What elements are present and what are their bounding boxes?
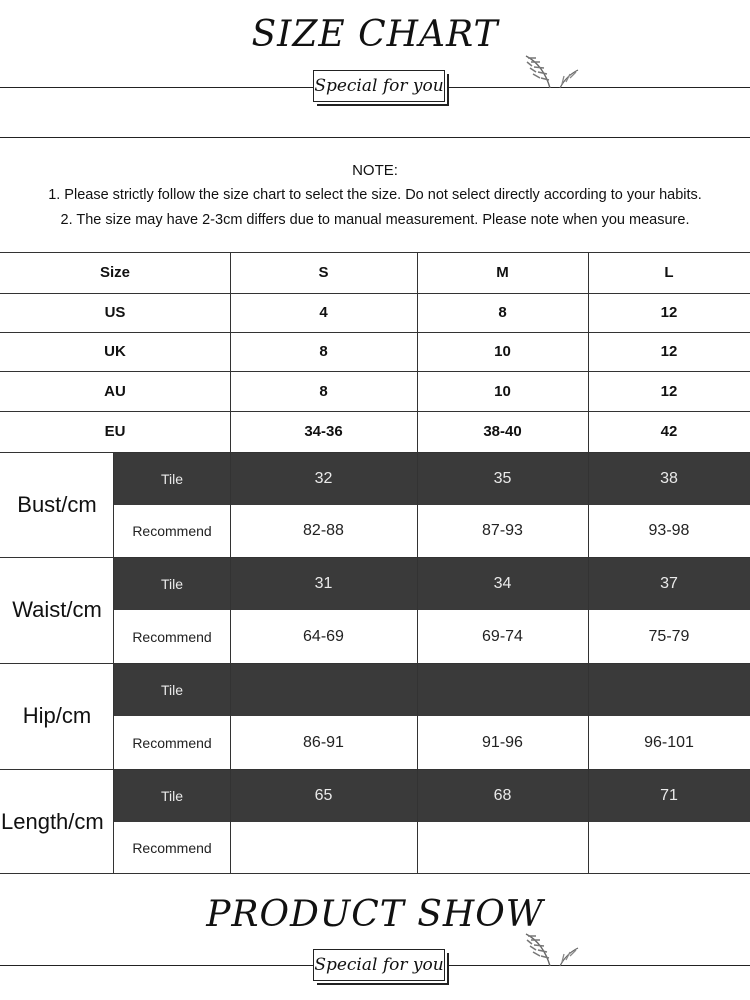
tile-label: Tile bbox=[114, 452, 230, 505]
table-cell bbox=[588, 663, 750, 716]
table-cell bbox=[230, 663, 417, 716]
note-line-1: 1. Please strictly follow the size chart to select the size. Do not select directly according to your habits. bbox=[48, 187, 702, 203]
table-cell: 35 bbox=[417, 452, 588, 505]
special-for-you-tag: Special for you bbox=[313, 70, 445, 102]
table-cell: 10 bbox=[494, 343, 511, 360]
table-cell bbox=[417, 822, 588, 874]
note-heading: NOTE: bbox=[352, 162, 398, 179]
table-cell: 82-88 bbox=[230, 505, 417, 557]
feather-icon bbox=[520, 930, 580, 970]
size-chart-title: SIZE CHART bbox=[251, 14, 499, 55]
table-cell: 64-69 bbox=[230, 610, 417, 663]
recommend-label: Recommend bbox=[114, 505, 230, 557]
table-border bbox=[0, 293, 750, 294]
tile-label: Tile bbox=[114, 769, 230, 822]
table-cell: 68 bbox=[417, 769, 588, 822]
section-divider bbox=[0, 137, 750, 138]
table-cell: 34-36 bbox=[304, 423, 343, 440]
table-cell: 75-79 bbox=[588, 610, 750, 663]
table-border bbox=[588, 452, 589, 874]
feather-icon bbox=[520, 52, 580, 92]
table-cell: 93-98 bbox=[588, 505, 750, 557]
table-cell: 8 bbox=[498, 304, 507, 321]
table-cell: 10 bbox=[494, 382, 511, 400]
table-cell: 69-74 bbox=[417, 610, 588, 663]
table-border bbox=[113, 452, 114, 874]
table-cell: 38 bbox=[588, 452, 750, 505]
table-cell: 31 bbox=[230, 557, 417, 610]
table-cell: 42 bbox=[660, 423, 678, 440]
table-cell bbox=[417, 663, 588, 716]
tile-label: Tile bbox=[114, 557, 230, 610]
tile-label: Tile bbox=[114, 663, 230, 716]
table-cell bbox=[230, 822, 417, 874]
table-border bbox=[0, 411, 750, 412]
size-table bbox=[0, 252, 750, 874]
measure-label-waist: Waist/cm bbox=[0, 557, 114, 663]
table-cell: 65 bbox=[230, 769, 417, 822]
table-cell: 12 bbox=[660, 343, 678, 360]
recommend-label: Recommend bbox=[114, 610, 230, 663]
product-show-title: PRODUCT SHOW bbox=[206, 894, 544, 935]
table-cell: 8 bbox=[319, 382, 328, 400]
table-cell bbox=[588, 822, 750, 874]
table-border bbox=[230, 452, 231, 874]
measure-label-hip: Hip/cm bbox=[0, 663, 114, 769]
table-cell: 12 bbox=[660, 382, 678, 400]
table-border bbox=[0, 252, 750, 253]
table-border bbox=[417, 452, 418, 874]
table-border bbox=[0, 371, 750, 372]
table-cell: 8 bbox=[319, 343, 328, 360]
table-cell: 87-93 bbox=[417, 505, 588, 557]
row-label-us: US bbox=[104, 304, 126, 321]
table-cell: 12 bbox=[660, 304, 678, 321]
table-border bbox=[230, 252, 231, 452]
table-header-l: L bbox=[664, 264, 674, 281]
recommend-label: Recommend bbox=[114, 822, 230, 874]
row-label-uk: UK bbox=[104, 343, 126, 360]
table-cell: 32 bbox=[230, 452, 417, 505]
table-cell: 4 bbox=[319, 304, 328, 321]
row-label-au: AU bbox=[104, 382, 126, 400]
table-cell: 71 bbox=[588, 769, 750, 822]
table-cell: 96-101 bbox=[588, 716, 750, 769]
table-border bbox=[417, 252, 418, 452]
table-cell: 34 bbox=[417, 557, 588, 610]
measure-label-length: Length/cm bbox=[0, 769, 114, 874]
table-header-s: S bbox=[318, 264, 329, 281]
row-label-eu: EU bbox=[104, 423, 126, 440]
table-border bbox=[588, 252, 589, 452]
note-line-2: 2. The size may have 2-3cm differs due to manual measurement. Please note when you measure. bbox=[60, 212, 690, 228]
special-for-you-tag: Special for you bbox=[313, 949, 445, 981]
recommend-label: Recommend bbox=[114, 716, 230, 769]
table-border bbox=[0, 332, 750, 333]
table-cell: 37 bbox=[588, 557, 750, 610]
table-header-size: Size bbox=[99, 264, 130, 281]
measure-label-bust: Bust/cm bbox=[0, 452, 114, 557]
table-header-m: M bbox=[496, 264, 509, 281]
table-cell: 86-91 bbox=[230, 716, 417, 769]
table-cell: 38-40 bbox=[483, 423, 522, 440]
table-cell: 91-96 bbox=[417, 716, 588, 769]
